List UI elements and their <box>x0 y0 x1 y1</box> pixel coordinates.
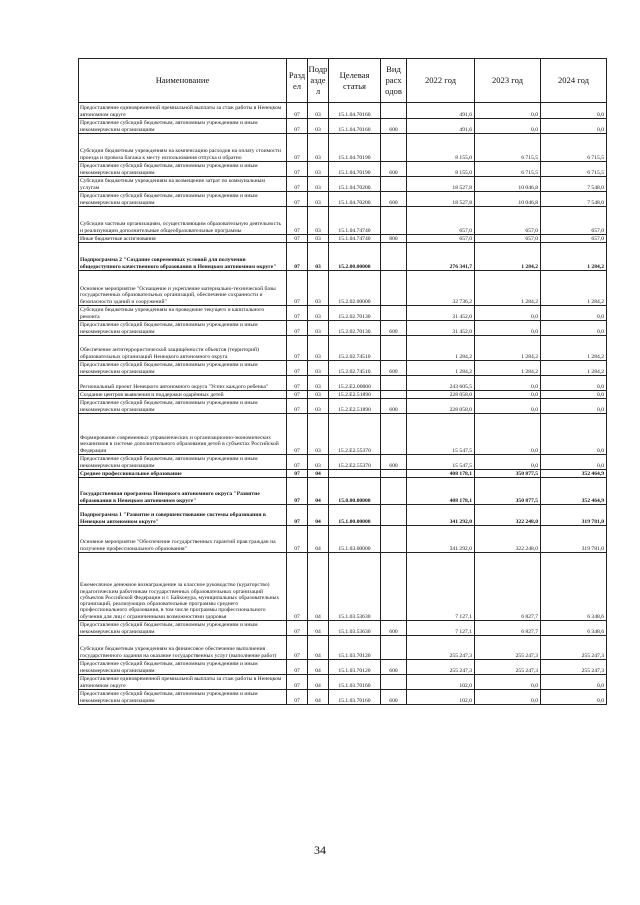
podrazdel-cell: 03 <box>308 192 329 207</box>
razdel-cell: 07 <box>287 336 308 361</box>
celevaya-cell: 15.2.E2.51890 <box>329 391 381 399</box>
celevaya-cell: 15.2.E2.55370 <box>329 414 381 455</box>
value-2024-cell: 0,0 <box>541 306 607 321</box>
value-2023-cell: 0,0 <box>475 306 541 321</box>
vid-cell <box>381 177 407 192</box>
celevaya-cell: 15.1.04.74740 <box>329 207 381 235</box>
celevaya-cell: 15.1.03.53630 <box>329 553 381 621</box>
podrazdel-cell: 04 <box>308 478 329 505</box>
podrazdel-cell: 03 <box>308 414 329 455</box>
podrazdel-cell: 04 <box>308 526 329 553</box>
value-2024-cell: 6 715,5 <box>541 134 607 162</box>
value-2024-cell: 0,0 <box>541 376 607 391</box>
podrazdel-cell: 03 <box>308 243 329 271</box>
vid-cell: 600 <box>381 621 407 636</box>
col-header-podrazdel: Подр азде л <box>308 59 329 103</box>
podrazdel-cell: 03 <box>308 119 329 134</box>
value-2024-cell: 6 715,5 <box>541 162 607 177</box>
razdel-cell: 07 <box>287 306 308 321</box>
table-row <box>79 455 607 470</box>
vid-cell <box>381 134 407 162</box>
col-header-razdel: Разд ел <box>287 59 308 103</box>
podrazdel-cell: 03 <box>308 376 329 391</box>
razdel-cell: 07 <box>287 391 308 399</box>
value-2024-cell: 1 284,2 <box>541 243 607 271</box>
name-cell: Предоставление субсидий бюджетным, автономным учреждениям и иным некоммерческим организациям <box>79 361 287 376</box>
name-cell: Предоставление субсидий бюджетным, автономным учреждениям и иным некоммерческим организациям <box>79 399 287 414</box>
podrazdel-cell: 03 <box>308 399 329 414</box>
value-2022-cell: 491,6 <box>407 119 475 134</box>
podrazdel-cell: 04 <box>308 636 329 660</box>
razdel-cell: 07 <box>287 361 308 376</box>
celevaya-cell: 15.2.02.00000 <box>329 271 381 306</box>
table-row <box>79 321 607 336</box>
name-cell: Основное мероприятие "Оснащение и укрепление материально-технической базы государственных образовательных организаций, обеспечение сохранности и безопасности зданий и сооружений" <box>79 271 287 306</box>
podrazdel-cell: 03 <box>308 103 329 119</box>
celevaya-cell: 15.1.03.70120 <box>329 636 381 660</box>
value-2024-cell: 657,0 <box>541 207 607 235</box>
razdel-cell: 07 <box>287 526 308 553</box>
name-cell: Формирование современных управленческих и организационно-экономических механизмов в системе дополнительного образования детей в субъектах Российской Федерации <box>79 414 287 455</box>
value-2024-cell: 0,0 <box>541 321 607 336</box>
podrazdel-cell: 03 <box>308 271 329 306</box>
value-2024-cell: 7 548,0 <box>541 192 607 207</box>
table-body <box>79 103 607 705</box>
razdel-cell: 07 <box>287 134 308 162</box>
col-header-vid: Вид расх одов <box>381 59 407 103</box>
razdel-cell: 07 <box>287 243 308 271</box>
value-2024-cell: 0,0 <box>541 103 607 119</box>
vid-cell <box>381 636 407 660</box>
celevaya-cell: 15.2.E2.55370 <box>329 455 381 470</box>
value-2023-cell: 350 877,5 <box>475 470 541 478</box>
name-cell: Предоставление субсидий бюджетным, автономным учреждениям и иным некоммерческим организациям <box>79 119 287 134</box>
name-cell: Предоставление субсидий бюджетным, автономным учреждениям и иным некоммерческим организациям <box>79 690 287 705</box>
value-2022-cell: 18 527,8 <box>407 177 475 192</box>
celevaya-cell: 15.1.04.74740 <box>329 235 381 243</box>
value-2023-cell: 1 284,2 <box>475 271 541 306</box>
table-header-row <box>79 59 607 103</box>
value-2023-cell: 0,0 <box>475 455 541 470</box>
podrazdel-cell: 03 <box>308 162 329 177</box>
vid-cell <box>381 526 407 553</box>
podrazdel-cell: 04 <box>308 505 329 526</box>
celevaya-cell: 15.2.00.00000 <box>329 243 381 271</box>
vid-cell <box>381 470 407 478</box>
name-cell: Предоставление субсидий бюджетным, автономным учреждениям и иным некоммерческим организациям <box>79 192 287 207</box>
value-2023-cell: 0,0 <box>475 690 541 705</box>
value-2024-cell: 255 247,3 <box>541 660 607 675</box>
razdel-cell: 07 <box>287 103 308 119</box>
vid-cell <box>381 478 407 505</box>
value-2023-cell: 0,0 <box>475 391 541 399</box>
value-2023-cell: 0,0 <box>475 399 541 414</box>
col-header-2022: 2022 год <box>407 59 475 103</box>
value-2024-cell: 0,0 <box>541 690 607 705</box>
razdel-cell: 07 <box>287 399 308 414</box>
name-cell: Субсидии бюджетным учреждениям на возмещение затрат по коммунальным услугам <box>79 177 287 192</box>
celevaya-cell: 15.1.04.70160 <box>329 103 381 119</box>
table-row <box>79 235 607 243</box>
table-row <box>79 361 607 376</box>
budget-page <box>78 58 606 705</box>
value-2022-cell: 18 527,8 <box>407 192 475 207</box>
value-2022-cell: 8 155,0 <box>407 162 475 177</box>
name-cell: Обеспечение антитеррористической защищённости объектов (территорий) образовательных организаций Ненецкого автономного округа <box>79 336 287 361</box>
celevaya-cell: 15.2.E2.00000 <box>329 376 381 391</box>
name-cell: Предоставление субсидий бюджетным, автономным учреждениям и иным некоммерческим организациям <box>79 621 287 636</box>
name-cell: Субсидии частным организациям, осуществляющим образовательную деятельность и реализующим дополнительные общеобразовательные программы <box>79 207 287 235</box>
table-row <box>79 162 607 177</box>
podrazdel-cell: 03 <box>308 306 329 321</box>
name-cell: Государственная программа Ненецкого автономного округа "Развитие образования в Ненецком автономном округе" <box>79 478 287 505</box>
vid-cell: 600 <box>381 399 407 414</box>
razdel-cell: 07 <box>287 235 308 243</box>
value-2022-cell: 228 058,0 <box>407 399 475 414</box>
celevaya-cell: 15.2.02.70130 <box>329 306 381 321</box>
podrazdel-cell: 04 <box>308 470 329 478</box>
razdel-cell: 07 <box>287 470 308 478</box>
table-row <box>79 336 607 361</box>
podrazdel-cell: 04 <box>308 660 329 675</box>
value-2023-cell: 657,0 <box>475 207 541 235</box>
value-2022-cell: 8 155,0 <box>407 134 475 162</box>
table-row <box>79 675 607 690</box>
vid-cell <box>381 271 407 306</box>
value-2023-cell: 322 248,0 <box>475 505 541 526</box>
razdel-cell: 07 <box>287 478 308 505</box>
value-2023-cell: 6 827,7 <box>475 553 541 621</box>
podrazdel-cell: 03 <box>308 177 329 192</box>
value-2023-cell: 657,0 <box>475 235 541 243</box>
celevaya-cell: 15.2.02.74510 <box>329 361 381 376</box>
value-2024-cell: 6 348,6 <box>541 621 607 636</box>
celevaya-cell: 15.1.03.53630 <box>329 621 381 636</box>
celevaya-cell: 15.1.04.70190 <box>329 162 381 177</box>
value-2023-cell: 10 046,8 <box>475 177 541 192</box>
value-2023-cell: 6 827,7 <box>475 621 541 636</box>
value-2022-cell: 341 292,0 <box>407 526 475 553</box>
razdel-cell: 07 <box>287 553 308 621</box>
value-2022-cell: 15 547,5 <box>407 414 475 455</box>
value-2022-cell: 243 605,5 <box>407 376 475 391</box>
value-2022-cell: 276 341,7 <box>407 243 475 271</box>
value-2024-cell: 6 348,6 <box>541 553 607 621</box>
vid-cell: 600 <box>381 192 407 207</box>
value-2022-cell: 7 127,1 <box>407 621 475 636</box>
vid-cell <box>381 391 407 399</box>
value-2023-cell: 10 046,8 <box>475 192 541 207</box>
value-2023-cell: 0,0 <box>475 414 541 455</box>
name-cell: Предоставление субсидий бюджетным, автономным учреждениям и иным некоммерческим организациям <box>79 660 287 675</box>
value-2022-cell: 408 178,1 <box>407 478 475 505</box>
razdel-cell: 07 <box>287 162 308 177</box>
celevaya-cell: 15.1.04.70160 <box>329 119 381 134</box>
value-2023-cell: 0,0 <box>475 321 541 336</box>
value-2023-cell: 255 247,3 <box>475 636 541 660</box>
razdel-cell: 07 <box>287 621 308 636</box>
table-row <box>79 177 607 192</box>
value-2024-cell: 0,0 <box>541 414 607 455</box>
value-2023-cell: 350 877,5 <box>475 478 541 505</box>
razdel-cell: 07 <box>287 660 308 675</box>
celevaya-cell: 15.1.03.00000 <box>329 526 381 553</box>
value-2023-cell: 0,0 <box>475 119 541 134</box>
celevaya-cell: 15.1.03.70120 <box>329 660 381 675</box>
table-row <box>79 505 607 526</box>
podrazdel-cell: 04 <box>308 621 329 636</box>
vid-cell: 600 <box>381 162 407 177</box>
value-2024-cell: 0,0 <box>541 455 607 470</box>
razdel-cell: 07 <box>287 690 308 705</box>
vid-cell <box>381 414 407 455</box>
vid-cell: 600 <box>381 119 407 134</box>
value-2022-cell: 341 292,0 <box>407 505 475 526</box>
value-2023-cell: 0,0 <box>475 103 541 119</box>
vid-cell <box>381 243 407 271</box>
razdel-cell: 07 <box>287 207 308 235</box>
value-2024-cell: 0,0 <box>541 675 607 690</box>
name-cell: Ежемесячное денежное вознаграждение за классное руководство (кураторство) педагогическим работникам государственных образовательных организаций субъектов Российской Федерации и г. Байконура, муниципальных образовательных организаций, реализующих образовательные программы среднего профессионального образования, в том числе программы профессионального обучения для лиц с ограниченными возможностями здоровья <box>79 553 287 621</box>
value-2022-cell: 1 284,2 <box>407 336 475 361</box>
razdel-cell: 07 <box>287 321 308 336</box>
table-row <box>79 391 607 399</box>
razdel-cell: 07 <box>287 376 308 391</box>
name-cell: Предоставление субсидий бюджетным, автономным учреждениям и иным некоммерческим организациям <box>79 455 287 470</box>
name-cell: Субсидии бюджетным учреждениям на финансовое обеспечение выполнения государственного задания на оказание государственных услуг (выполнение работ) <box>79 636 287 660</box>
vid-cell <box>381 553 407 621</box>
podrazdel-cell: 04 <box>308 675 329 690</box>
table-row <box>79 192 607 207</box>
podrazdel-cell: 03 <box>308 134 329 162</box>
value-2024-cell: 319 781,0 <box>541 526 607 553</box>
table-row <box>79 306 607 321</box>
celevaya-cell: 15.1.04.70190 <box>329 134 381 162</box>
value-2024-cell: 7 548,0 <box>541 177 607 192</box>
celevaya-cell: 15.2.E2.51890 <box>329 399 381 414</box>
razdel-cell: 07 <box>287 271 308 306</box>
razdel-cell: 07 <box>287 505 308 526</box>
celevaya-cell: 15.1.03.70160 <box>329 690 381 705</box>
table-row <box>79 134 607 162</box>
table-row <box>79 207 607 235</box>
razdel-cell: 07 <box>287 177 308 192</box>
podrazdel-cell: 03 <box>308 455 329 470</box>
razdel-cell: 07 <box>287 455 308 470</box>
table-row <box>79 478 607 505</box>
value-2022-cell: 32 736,2 <box>407 271 475 306</box>
value-2024-cell: 352 464,9 <box>541 478 607 505</box>
value-2024-cell: 255 247,3 <box>541 636 607 660</box>
vid-cell: 600 <box>381 660 407 675</box>
col-header-celevaya: Целевая статья <box>329 59 381 103</box>
name-cell: Иные бюджетные ассигнования <box>79 235 287 243</box>
value-2022-cell: 491,6 <box>407 103 475 119</box>
vid-cell <box>381 336 407 361</box>
podrazdel-cell: 04 <box>308 690 329 705</box>
vid-cell: 600 <box>381 455 407 470</box>
vid-cell: 600 <box>381 690 407 705</box>
value-2022-cell: 31 452,0 <box>407 321 475 336</box>
name-cell: Среднее профессиональное образование <box>79 470 287 478</box>
table-row <box>79 376 607 391</box>
razdel-cell: 07 <box>287 414 308 455</box>
name-cell: Предоставление единовременной премиальной выплаты за стаж работы в Ненецком автономном округе <box>79 675 287 690</box>
podrazdel-cell: 03 <box>308 361 329 376</box>
table-row <box>79 690 607 705</box>
table-row <box>79 553 607 621</box>
value-2023-cell: 6 715,5 <box>475 162 541 177</box>
vid-cell: 800 <box>381 235 407 243</box>
vid-cell <box>381 505 407 526</box>
celevaya-cell: 15.1.04.70200 <box>329 177 381 192</box>
celevaya-cell: 15.1.00.00000 <box>329 505 381 526</box>
value-2024-cell: 319 781,0 <box>541 505 607 526</box>
table-row <box>79 526 607 553</box>
value-2024-cell: 0,0 <box>541 119 607 134</box>
value-2022-cell: 15 547,5 <box>407 455 475 470</box>
value-2023-cell: 1 284,2 <box>475 243 541 271</box>
celevaya-cell: 15.2.02.74510 <box>329 336 381 361</box>
name-cell: Основное мероприятие "Обеспечение государственных гарантий прав граждан на получение профессионального образования" <box>79 526 287 553</box>
table-row <box>79 271 607 306</box>
value-2022-cell: 102,0 <box>407 675 475 690</box>
podrazdel-cell: 03 <box>308 336 329 361</box>
value-2023-cell: 322 248,0 <box>475 526 541 553</box>
vid-cell <box>381 306 407 321</box>
value-2022-cell: 7 127,1 <box>407 553 475 621</box>
name-cell: Предоставление субсидий бюджетным, автономным учреждениям и иным некоммерческим организациям <box>79 321 287 336</box>
razdel-cell: 07 <box>287 119 308 134</box>
vid-cell <box>381 103 407 119</box>
col-header-2024: 2024 год <box>541 59 607 103</box>
value-2022-cell: 1 284,2 <box>407 361 475 376</box>
table-row <box>79 119 607 134</box>
value-2023-cell: 1 284,2 <box>475 361 541 376</box>
table-row <box>79 399 607 414</box>
celevaya-cell: 15.0.00.00000 <box>329 478 381 505</box>
vid-cell: 600 <box>381 361 407 376</box>
value-2024-cell: 0,0 <box>541 391 607 399</box>
celevaya-cell: 15.1.04.70200 <box>329 192 381 207</box>
value-2022-cell: 102,0 <box>407 690 475 705</box>
value-2022-cell: 657,0 <box>407 207 475 235</box>
value-2022-cell: 31 452,0 <box>407 306 475 321</box>
value-2023-cell: 0,0 <box>475 376 541 391</box>
value-2023-cell: 6 715,5 <box>475 134 541 162</box>
vid-cell <box>381 675 407 690</box>
vid-cell <box>381 376 407 391</box>
col-header-2023: 2023 год <box>475 59 541 103</box>
name-cell: Подпрограмма 2 "Создание современных условий для получения общедоступного качественного образования в Ненецком автономном округе" <box>79 243 287 271</box>
value-2022-cell: 657,0 <box>407 235 475 243</box>
page-number: 34 <box>314 843 326 857</box>
value-2024-cell: 1 284,2 <box>541 271 607 306</box>
razdel-cell: 07 <box>287 675 308 690</box>
value-2022-cell: 255 247,3 <box>407 660 475 675</box>
table-row <box>79 636 607 660</box>
table-row <box>79 660 607 675</box>
name-cell: Предоставление субсидий бюджетным, автономным учреждениям и иным некоммерческим организациям <box>79 162 287 177</box>
celevaya-cell <box>329 470 381 478</box>
value-2023-cell: 1 284,2 <box>475 336 541 361</box>
value-2022-cell: 255 247,3 <box>407 636 475 660</box>
podrazdel-cell: 03 <box>308 391 329 399</box>
table-row <box>79 243 607 271</box>
razdel-cell: 07 <box>287 636 308 660</box>
table-row <box>79 414 607 455</box>
value-2024-cell: 1 284,2 <box>541 336 607 361</box>
value-2024-cell: 657,0 <box>541 235 607 243</box>
celevaya-cell: 15.2.02.70130 <box>329 321 381 336</box>
name-cell: Предоставление единовременной премиальной выплаты за стаж работы в Ненецком автономном округе <box>79 103 287 119</box>
razdel-cell: 07 <box>287 192 308 207</box>
name-cell: Региональный проект Ненецкого автономного округа "Успех каждого ребенка" <box>79 376 287 391</box>
name-cell: Подпрограмма 1 "Развитие и совершенствование системы образования в Ненецком автономном округе" <box>79 505 287 526</box>
value-2022-cell: 228 058,0 <box>407 391 475 399</box>
value-2024-cell: 1 284,2 <box>541 361 607 376</box>
table-row <box>79 470 607 478</box>
podrazdel-cell: 03 <box>308 321 329 336</box>
name-cell: Субсидии бюджетным учреждениям на компенсацию расходов на оплату стоимости проезда и провоза багажа к месту использования отпуска и обратно <box>79 134 287 162</box>
vid-cell <box>381 207 407 235</box>
table-row <box>79 621 607 636</box>
podrazdel-cell: 04 <box>308 553 329 621</box>
budget-table <box>78 58 607 705</box>
vid-cell: 600 <box>381 321 407 336</box>
podrazdel-cell: 03 <box>308 207 329 235</box>
value-2023-cell: 0,0 <box>475 675 541 690</box>
value-2024-cell: 0,0 <box>541 399 607 414</box>
col-header-name: Наименование <box>79 59 287 103</box>
value-2023-cell: 255 247,3 <box>475 660 541 675</box>
table-row <box>79 103 607 119</box>
celevaya-cell: 15.1.03.70160 <box>329 675 381 690</box>
podrazdel-cell: 03 <box>308 235 329 243</box>
name-cell: Субсидии бюджетным учреждениям на проведение текущего и капитального ремонта <box>79 306 287 321</box>
value-2022-cell: 408 178,1 <box>407 470 475 478</box>
name-cell: Создание центров выявления и поддержки одарённых детей <box>79 391 287 399</box>
value-2024-cell: 352 464,9 <box>541 470 607 478</box>
